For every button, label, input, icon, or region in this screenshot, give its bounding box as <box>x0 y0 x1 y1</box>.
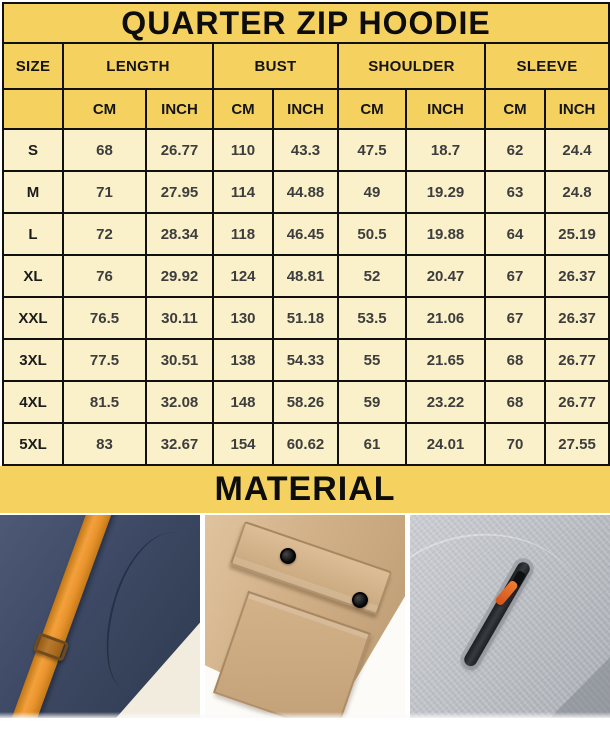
title-row <box>3 3 609 43</box>
measurement-cell: 23.22 <box>406 381 485 423</box>
measurement-cell: 63 <box>485 171 545 213</box>
measurement-cell: 48.81 <box>273 255 338 297</box>
unit-header-cm: CM <box>63 89 146 129</box>
measurement-cell: 46.45 <box>273 213 338 255</box>
measurement-cell: 27.55 <box>545 423 609 465</box>
size-label: L <box>3 213 63 255</box>
column-group-header-row <box>3 43 609 89</box>
snap-button <box>280 548 296 564</box>
measurement-cell: 32.67 <box>146 423 213 465</box>
measurement-cell: 70 <box>485 423 545 465</box>
measurement-cell: 60.62 <box>273 423 338 465</box>
measurement-cell: 72 <box>63 213 146 255</box>
column-header-length: LENGTH <box>63 43 213 89</box>
measurement-cell: 58.26 <box>273 381 338 423</box>
measurement-cell: 30.51 <box>146 339 213 381</box>
measurement-cell: 26.77 <box>545 339 609 381</box>
measurement-cell: 59 <box>338 381 406 423</box>
measurement-cell: 148 <box>213 381 273 423</box>
measurement-cell: 21.65 <box>406 339 485 381</box>
measurement-cell: 154 <box>213 423 273 465</box>
table-row <box>3 129 609 171</box>
measurement-cell: 54.33 <box>273 339 338 381</box>
photo-navy-fleece-orange-drawstring <box>0 515 200 718</box>
measurement-cell: 76 <box>63 255 146 297</box>
column-header-sleeve: SLEEVE <box>485 43 609 89</box>
measurement-cell: 68 <box>485 381 545 423</box>
photo-khaki-flap-pocket <box>205 515 405 718</box>
measurement-cell: 64 <box>485 213 545 255</box>
measurement-cell: 27.95 <box>146 171 213 213</box>
measurement-cell: 67 <box>485 297 545 339</box>
measurement-cell: 44.88 <box>273 171 338 213</box>
table-row <box>3 339 609 381</box>
measurement-cell: 29.92 <box>146 255 213 297</box>
measurement-cell: 26.37 <box>545 255 609 297</box>
measurement-cell: 68 <box>63 129 146 171</box>
measurement-cell: 25.19 <box>545 213 609 255</box>
measurement-cell: 61 <box>338 423 406 465</box>
table-row <box>3 255 609 297</box>
column-header-shoulder: SHOULDER <box>338 43 485 89</box>
unit-header-cm: CM <box>213 89 273 129</box>
unit-header-row <box>3 89 609 129</box>
measurement-cell: 68 <box>485 339 545 381</box>
measurement-cell: 20.47 <box>406 255 485 297</box>
size-chart-body <box>3 129 609 465</box>
measurement-cell: 26.77 <box>146 129 213 171</box>
measurement-cell: 50.5 <box>338 213 406 255</box>
size-label: XXL <box>3 297 63 339</box>
measurement-cell: 81.5 <box>63 381 146 423</box>
table-row <box>3 171 609 213</box>
size-label: XL <box>3 255 63 297</box>
measurement-cell: 67 <box>485 255 545 297</box>
measurement-cell: 49 <box>338 171 406 213</box>
size-label: 4XL <box>3 381 63 423</box>
snap-button <box>352 592 368 608</box>
unit-header-cm: CM <box>338 89 406 129</box>
measurement-cell: 77.5 <box>63 339 146 381</box>
measurement-cell: 24.8 <box>545 171 609 213</box>
measurement-cell: 52 <box>338 255 406 297</box>
photo-gray-fleece-zipper <box>410 515 610 718</box>
size-label: 5XL <box>3 423 63 465</box>
unit-header-inch: INCH <box>273 89 338 129</box>
cargo-pocket-body <box>213 591 371 718</box>
table-row <box>3 381 609 423</box>
measurement-cell: 24.4 <box>545 129 609 171</box>
table-row <box>3 297 609 339</box>
table-row <box>3 213 609 255</box>
measurement-cell: 71 <box>63 171 146 213</box>
measurement-cell: 30.11 <box>146 297 213 339</box>
measurement-cell: 47.5 <box>338 129 406 171</box>
size-label: M <box>3 171 63 213</box>
page-title: QUARTER ZIP HOODIE <box>3 3 609 43</box>
unit-header-inch: INCH <box>545 89 609 129</box>
unit-header-inch: INCH <box>146 89 213 129</box>
measurement-cell: 130 <box>213 297 273 339</box>
measurement-cell: 26.37 <box>545 297 609 339</box>
measurement-cell: 18.7 <box>406 129 485 171</box>
measurement-cell: 76.5 <box>63 297 146 339</box>
measurement-cell: 24.01 <box>406 423 485 465</box>
measurement-cell: 32.08 <box>146 381 213 423</box>
material-photos <box>0 515 610 718</box>
column-header-size: SIZE <box>3 43 63 89</box>
table-row <box>3 423 609 465</box>
unit-header-inch: INCH <box>406 89 485 129</box>
fabric-seam-line <box>410 515 610 718</box>
measurement-cell: 51.18 <box>273 297 338 339</box>
orange-drawstring <box>8 515 117 718</box>
size-label: 3XL <box>3 339 63 381</box>
unit-header-cm: CM <box>485 89 545 129</box>
measurement-cell: 26.77 <box>545 381 609 423</box>
size-label: S <box>3 129 63 171</box>
measurement-cell: 43.3 <box>273 129 338 171</box>
measurement-cell: 114 <box>213 171 273 213</box>
measurement-cell: 83 <box>63 423 146 465</box>
measurement-cell: 21.06 <box>406 297 485 339</box>
measurement-cell: 19.88 <box>406 213 485 255</box>
measurement-cell: 62 <box>485 129 545 171</box>
measurement-cell: 124 <box>213 255 273 297</box>
size-chart-table <box>2 2 610 466</box>
measurement-cell: 110 <box>213 129 273 171</box>
measurement-cell: 138 <box>213 339 273 381</box>
measurement-cell: 53.5 <box>338 297 406 339</box>
material-heading: MATERIAL <box>0 466 610 513</box>
empty-cell <box>3 89 63 129</box>
measurement-cell: 19.29 <box>406 171 485 213</box>
measurement-cell: 55 <box>338 339 406 381</box>
column-header-bust: BUST <box>213 43 338 89</box>
measurement-cell: 118 <box>213 213 273 255</box>
measurement-cell: 28.34 <box>146 213 213 255</box>
